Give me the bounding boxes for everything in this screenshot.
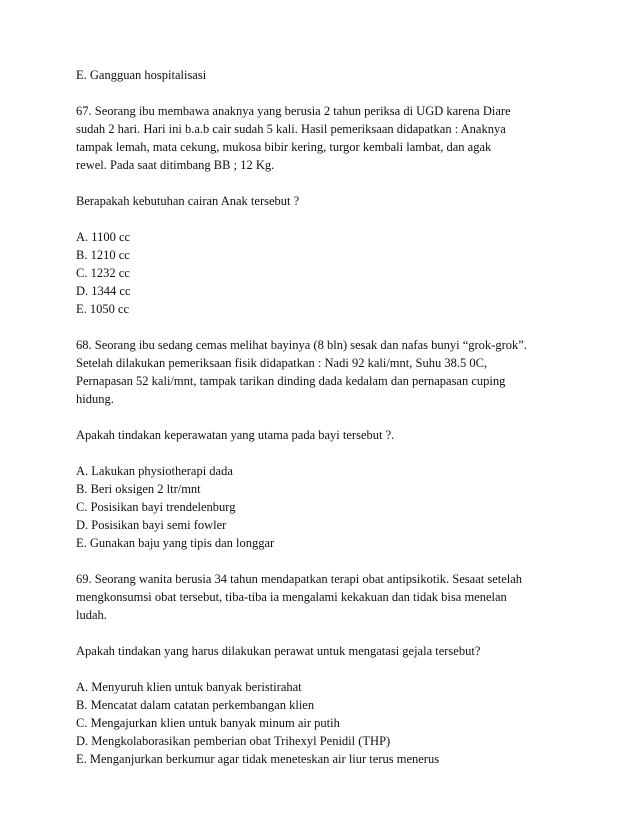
question-stem-line: rewel. Pada saat ditimbang BB ; 12 Kg. <box>76 158 275 172</box>
answer-option-b: B. Beri oksigen 2 ltr/mnt <box>76 482 201 496</box>
answer-option-c: C. Posisikan bayi trendelenburg <box>76 500 236 514</box>
answer-option-b: B. 1210 cc <box>76 248 130 262</box>
answer-option-a: A. Lakukan physiotherapi dada <box>76 464 233 478</box>
answer-option-e: E. Gunakan baju yang tipis dan longgar <box>76 536 275 550</box>
question-prompt: Apakah tindakan yang harus dilakukan perawat untuk mengatasi gejala tersebut? <box>76 644 481 658</box>
answer-option-a: A. Menyuruh klien untuk banyak beristirahat <box>76 680 302 694</box>
question-68 <box>76 336 576 552</box>
question-69 <box>76 570 576 768</box>
answer-option-b: B. Mencatat dalam catatan perkembangan klien <box>76 698 315 712</box>
answer-option-d: D. Posisikan bayi semi fowler <box>76 518 227 532</box>
answer-option-c: C. 1232 cc <box>76 266 130 280</box>
answer-option-c: C. Mengajurkan klien untuk banyak minum air putih <box>76 716 340 730</box>
document-page <box>76 66 576 768</box>
question-stem-line: Setelah dilakukan pemeriksaan fisik didapatkan : Nadi 92 kali/mnt, Suhu 38.5 0C, <box>76 356 488 370</box>
question-stem-line: 68. Seorang ibu sedang cemas melihat bayinya (8 bln) sesak dan nafas bunyi “grok-grok”. <box>76 338 527 352</box>
previous-answer-option: E. Gangguan hospitalisasi <box>76 68 207 82</box>
question-stem-line: 67. Seorang ibu membawa anaknya yang berusia 2 tahun periksa di UGD karena Diare <box>76 104 511 118</box>
question-67 <box>76 102 576 318</box>
answer-option-d: D. 1344 cc <box>76 284 131 298</box>
question-prompt: Berapakah kebutuhan cairan Anak tersebut ? <box>76 194 300 208</box>
question-stem-line: hidung. <box>76 392 114 406</box>
answer-option-a: A. 1100 cc <box>76 230 131 244</box>
question-stem-line: mengkonsumsi obat tersebut, tiba-tiba ia mengalami kekakuan dan tidak bisa menelan <box>76 590 507 604</box>
question-stem-line: sudah 2 hari. Hari ini b.a.b cair sudah 5 kali. Hasil pemeriksaan didapatkan : Anaknya <box>76 122 506 136</box>
answer-option-e: E. 1050 cc <box>76 302 130 316</box>
answer-option-d: D. Mengkolaborasikan pemberian obat Trihexyl Penidil (THP) <box>76 734 391 748</box>
question-stem-line: 69. Seorang wanita berusia 34 tahun mendapatkan terapi obat antipsikotik. Sesaat setelah <box>76 572 523 586</box>
question-stem-line: tampak lemah, mata cekung, mukosa bibir kering, turgor kembali lambat, dan agak <box>76 140 492 154</box>
question-stem-line: ludah. <box>76 608 107 622</box>
answer-option-e: E. Menganjurkan berkumur agar tidak meneteskan air liur terus menerus <box>76 752 440 766</box>
question-prompt: Apakah tindakan keperawatan yang utama pada bayi tersebut ?. <box>76 428 395 442</box>
question-stem-line: Pernapasan 52 kali/mnt, tampak tarikan dinding dada kedalam dan pernapasan cuping <box>76 374 506 388</box>
